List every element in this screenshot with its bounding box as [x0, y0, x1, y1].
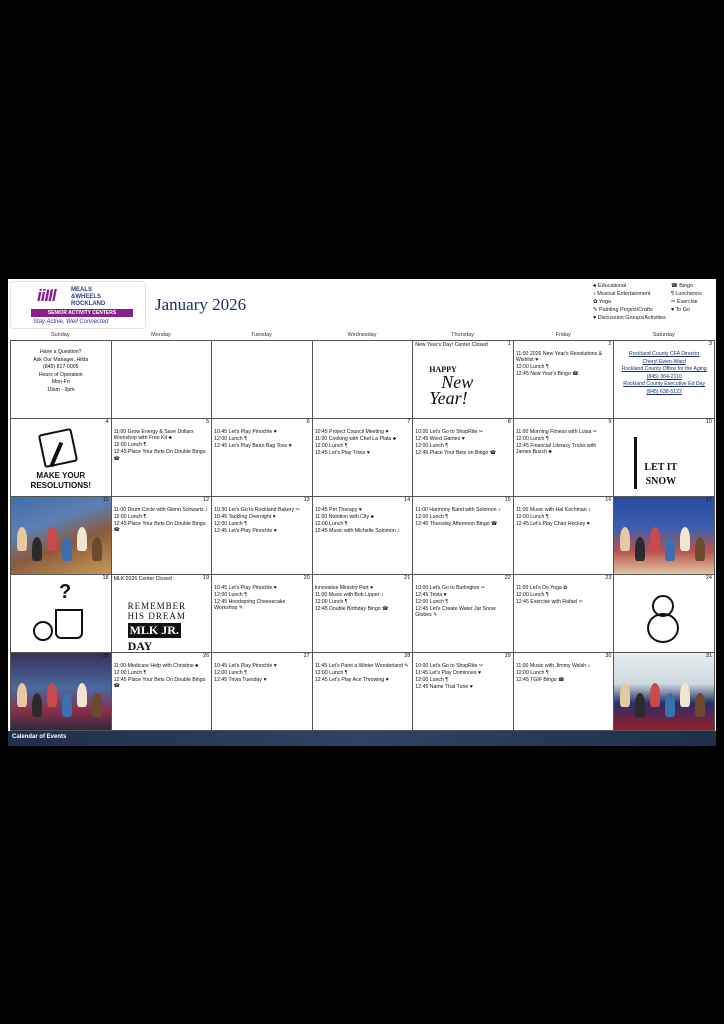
day-cell[interactable] [313, 419, 414, 497]
event-item[interactable]: 12:00 Lunch ¶ [113, 669, 147, 676]
day-cell[interactable] [112, 419, 213, 497]
art-text: DAY [127, 639, 153, 653]
info-line: (845) 817-0005 [43, 364, 79, 371]
day-number: 12 [203, 497, 210, 503]
legend-item: ♥ To Go [671, 307, 690, 313]
info-line: 10am - 3pm [46, 386, 75, 393]
day-number: 22 [504, 575, 511, 581]
day-cell[interactable] [614, 497, 715, 575]
photo-person [665, 537, 675, 561]
photo-person [680, 683, 690, 707]
event-item[interactable]: 12:45 Place Your Bets On Double Bingo ☎ [113, 520, 206, 534]
event-list [516, 351, 611, 378]
day-number: 17 [705, 497, 712, 503]
art-text: REMEMBER [127, 601, 187, 611]
day-of-week-label: Tuesday [250, 332, 272, 338]
day-of-week-label: Saturday [652, 332, 675, 338]
photo-person [77, 527, 87, 551]
pen-icon [49, 442, 63, 467]
day-cell[interactable] [413, 575, 514, 653]
event-item[interactable]: 12:00 Lunch ¶ [515, 591, 549, 598]
calendar-grid [10, 340, 715, 731]
event-item[interactable]: 12:45 Place Your Bets On Double Bingo ☎ [113, 676, 206, 690]
event-item[interactable]: 12:45 Trivia Tuesday ♥ [214, 676, 267, 683]
day-of-week-label: Thursday [451, 332, 475, 338]
event-item[interactable]: 12:45 New Year's Bingo ☎ [515, 371, 579, 378]
day-cell[interactable] [11, 341, 112, 419]
footer-label: Calendar of Events [12, 734, 67, 740]
photo-person [620, 527, 630, 551]
event-item[interactable]: 10:45 Pet Therapy ♥ [314, 507, 362, 513]
photo-person [92, 693, 102, 717]
day-of-week-label: Friday [555, 332, 571, 338]
art-text: MLK JR. [129, 623, 179, 637]
event-item[interactable]: 11:00 Grow Energy & Save Dollars Workshop with Free Kit ♣ [113, 429, 194, 442]
days-of-week-row [10, 331, 714, 340]
day-cell[interactable] [112, 653, 213, 731]
question-mark-icon: ? [59, 581, 72, 603]
day-number: 13 [303, 497, 310, 503]
event-list [214, 429, 309, 450]
event-list [214, 663, 309, 684]
event-item[interactable]: 12:00 Lunch ¶ [113, 442, 147, 449]
day-cell[interactable] [112, 497, 213, 575]
event-item[interactable]: 12:45 TGIF Bingo ☎ [515, 676, 565, 683]
day-number: 18 [102, 575, 109, 581]
event-item[interactable]: 11:00 Music with Bob Lipper ♪ [314, 591, 384, 598]
photo-person [62, 537, 72, 561]
day-number: 27 [303, 653, 310, 659]
event-item[interactable]: 12:00 Lunch ¶ [515, 364, 549, 371]
legend-item: ✂ Exercise [671, 299, 698, 305]
event-list [315, 429, 410, 457]
day-number: 4 [105, 419, 109, 425]
event-item[interactable]: 12:00 Lunch ¶ [214, 591, 247, 598]
day-cell[interactable] [212, 341, 313, 419]
event-item[interactable]: 10:30 Let's Go to Rockland Bakery ✂ [214, 507, 300, 513]
event-item[interactable]: 11:00 Let's Do Yoga ✿ [515, 585, 568, 591]
day-cell[interactable] [212, 497, 313, 575]
day-of-week-label: Wednesday [347, 332, 377, 338]
photo-person [650, 683, 660, 707]
calendar-header [8, 279, 716, 331]
day-cell[interactable] [614, 419, 715, 497]
event-item[interactable]: 12:00 Lunch ¶ [415, 676, 449, 683]
official-line: Rockland County CFA Director [629, 351, 700, 357]
day-cell[interactable] [614, 341, 715, 419]
event-photo [11, 653, 111, 730]
event-item[interactable]: 12:45 Name That Tune ♥ [415, 683, 473, 690]
event-item[interactable]: 11:00 Medicare Help with Christine ♣ [113, 663, 199, 669]
day-cell[interactable] [514, 341, 615, 419]
day-cell[interactable] [313, 575, 414, 653]
event-item[interactable]: 12:45 Place Your Bets on Bingo ☎ [415, 449, 497, 456]
legend-item [671, 314, 713, 322]
event-list [214, 585, 309, 612]
event-item[interactable]: 12:00 Lunch ¶ [415, 442, 449, 449]
event-list [214, 507, 309, 535]
event-item[interactable]: 12:45 Let's Play Ace Throwing ♥ [314, 676, 389, 683]
day-number: 23 [605, 575, 612, 581]
art-text: New [441, 372, 474, 392]
event-item[interactable]: 12:00 Lunch ¶ [415, 598, 449, 605]
legend-row [593, 306, 713, 314]
art-text: HIS DREAM [127, 611, 186, 621]
art-text: HAPPY [429, 365, 457, 374]
photo-person [650, 527, 660, 551]
event-list [114, 663, 209, 690]
logo-band: SENIOR ACTIVITY CENTERS [31, 309, 133, 317]
day-number: 6 [306, 419, 310, 425]
event-item[interactable]: 12:45 Let's Create Water Jar Snow Globes ✎ [415, 605, 496, 619]
day-cell[interactable] [212, 575, 313, 653]
officials-info [616, 351, 712, 397]
day-cell[interactable] [514, 497, 615, 575]
day-cell[interactable] [413, 653, 514, 731]
day-number: 31 [705, 653, 712, 659]
logo-tagline: Stay Active, Well Connected [33, 319, 109, 325]
event-item[interactable]: 12:00 Lunch ¶ [314, 520, 348, 527]
official-line: (845) 364-2110 [646, 373, 682, 380]
event-item[interactable]: 12:00 Lunch ¶ [214, 435, 247, 442]
event-photo [11, 497, 111, 574]
happy-new-year-art [429, 365, 499, 406]
photo-person [47, 527, 57, 551]
event-item[interactable]: 10:45 Let's Play Pinochle ♥ [214, 429, 277, 435]
event-item[interactable]: 11:00 2026 New Year's Resolutions & Wishlist ♥ [515, 351, 603, 364]
art-text: MAKE YOUR [36, 471, 86, 480]
event-item[interactable]: 12:45 Financial Literacy Tricks with James Busch ♣ [515, 442, 597, 456]
lamppost-icon [634, 437, 637, 489]
day-number: 19 [203, 575, 210, 581]
event-item[interactable]: 10:00 Let's Go to ShopRite ✂ [415, 663, 484, 669]
event-item[interactable]: 10:00 Let's Go to ShopRite ✂ [415, 429, 484, 435]
day-number: 20 [303, 575, 310, 581]
event-list [114, 507, 209, 534]
event-item[interactable]: 10:45 Let's Play Pinochle ♥ [214, 585, 277, 591]
event-item[interactable]: 12:00 Lunch ¶ [314, 669, 348, 676]
event-photo [614, 653, 714, 730]
photo-person [680, 527, 690, 551]
day-number: 5 [206, 419, 210, 425]
event-item[interactable]: 12:45 Trivia ♥ [415, 591, 447, 598]
event-list [516, 507, 611, 528]
event-item[interactable]: 11:00 Nutrition with City ♣ [314, 513, 374, 520]
day-number: 25 [102, 653, 109, 659]
legend-item: ♪ Musical Entertainment [593, 291, 651, 297]
day-of-week-label: Sunday [50, 332, 70, 338]
logo-brand: MEALS &WHEELS ROCKLAND [71, 287, 106, 307]
event-item[interactable]: 11:00 Harmony Band with Solomon ♪ [415, 507, 501, 513]
legend-item: ✿ Yoga [593, 299, 612, 305]
day-number: 7 [407, 419, 411, 425]
cookie-icon [33, 621, 53, 641]
closure-note: MLK 2026 Center Closed [113, 576, 172, 582]
art-text: Year! [429, 388, 468, 408]
art-text: LET IT [644, 462, 678, 473]
photo-person [62, 693, 72, 717]
day-cell[interactable] [614, 575, 715, 653]
event-list [415, 507, 510, 528]
day-number: 3 [708, 341, 712, 347]
photo-person [695, 693, 705, 717]
event-item[interactable]: 12:00 Lunch ¶ [314, 442, 348, 449]
day-number: 11 [102, 497, 109, 503]
event-item[interactable]: 12:00 Lunch ¶ [415, 513, 449, 520]
event-list [516, 663, 611, 684]
official-line: (845) 638-5122 [646, 388, 682, 395]
event-item[interactable]: 12:00 Lunch ¶ [214, 669, 247, 676]
event-item[interactable]: 12:45 Thursday Afternoon Bingo ☎ [415, 520, 498, 527]
legend-row [593, 298, 713, 306]
event-item[interactable]: 10:00 Let's Go to Burlington ✂ [415, 585, 486, 591]
notepad-icon [38, 428, 78, 468]
event-list [516, 429, 611, 456]
day-number: 1 [507, 341, 511, 347]
event-list [315, 507, 410, 535]
day-cell[interactable] [112, 341, 213, 419]
photo-person [635, 693, 645, 717]
photo-person [665, 693, 675, 717]
event-item[interactable]: 12:45 Let's Play Bean Bag Toss ♥ [214, 442, 292, 449]
day-number: 2 [608, 341, 612, 347]
closure-note: New Year's Day! Center Closed [415, 342, 488, 348]
official-line: Cheryl Ewen-Ward [642, 358, 686, 365]
resolutions-art [11, 471, 111, 491]
event-item[interactable]: 11:00 Music with Jimmy Walsh ♪ [515, 663, 591, 669]
official-line: Rockland County Office for the Aging [621, 366, 707, 373]
event-list [415, 585, 510, 619]
art-text: RESOLUTIONS! [30, 481, 91, 490]
day-number: 28 [404, 653, 411, 659]
day-number: 30 [605, 653, 612, 659]
legend-item: ☎ Bingo [671, 283, 693, 289]
event-item[interactable]: 11:00 Drum Circle with Glenn Schwartz ♪ [113, 507, 208, 513]
photo-person [32, 693, 42, 717]
event-photo [614, 497, 714, 574]
info-line: Have a Question? [40, 349, 82, 355]
calendar-sheet [8, 279, 716, 746]
event-item[interactable]: 12:00 Lunch ¶ [214, 520, 247, 527]
event-item[interactable]: 12:45 Music with Michelle Solomon ♪ [314, 527, 400, 534]
event-item[interactable]: 11:00 Morning Fitness with Luisa ✂ [515, 429, 598, 435]
event-item[interactable]: 11:00 Cooking with Chef La Plata ♣ [314, 435, 397, 442]
day-cell[interactable] [514, 653, 615, 731]
photo-person [17, 527, 27, 551]
event-list [415, 663, 510, 691]
day-cell[interactable] [413, 497, 514, 575]
event-item[interactable]: 12:45 Let's Play Chair Hockey ♥ [515, 520, 590, 527]
photo-person [695, 537, 705, 561]
event-list [516, 585, 611, 606]
day-cell[interactable] [514, 419, 615, 497]
photo-person [92, 537, 102, 561]
month-title: January 2026 [155, 295, 247, 314]
event-item[interactable]: 12:45 Let's Play Trivia ♥ [314, 449, 370, 456]
day-number: 21 [404, 575, 411, 581]
event-list [114, 429, 209, 463]
event-item[interactable]: 12:45 Exercise with Rafael ✂ [515, 598, 584, 605]
day-number: 24 [705, 575, 712, 581]
event-item[interactable]: 12:00 Lunch ¶ [314, 598, 348, 605]
info-line: Mon-Fri [51, 379, 70, 386]
photo-person [620, 683, 630, 707]
event-item[interactable]: 12:00 Lunch ¶ [515, 513, 549, 520]
day-number: 14 [404, 497, 411, 503]
event-list [315, 663, 410, 684]
day-number: 15 [504, 497, 511, 503]
cocoa-mug-icon [55, 609, 83, 639]
symbol-legend [593, 282, 713, 322]
legend-item: ♣ Educational [593, 283, 627, 289]
photo-person [17, 683, 27, 707]
event-item[interactable]: 12:45 Let's Play Pinochle ♥ [214, 527, 277, 534]
info-line: Hours of Operation [38, 371, 83, 378]
day-cell[interactable] [313, 653, 414, 731]
logo-mark: iiIIl [37, 286, 56, 305]
let-it-snow-art [644, 461, 677, 489]
day-cell[interactable] [614, 653, 715, 731]
day-of-week-label: Monday [151, 332, 171, 338]
event-list [315, 585, 410, 613]
event-item[interactable]: Innovative Ministry Part ♥ [314, 585, 374, 591]
event-item[interactable]: 12:45 Word Games ♥ [415, 435, 465, 442]
day-number: 10 [705, 419, 712, 425]
day-cell[interactable] [413, 419, 514, 497]
mlk-day-art [128, 601, 198, 653]
event-item[interactable]: 10:45 Tackling Overnight ♥ [214, 513, 276, 520]
day-cell[interactable] [11, 653, 112, 731]
day-cell[interactable] [11, 497, 112, 575]
legend-item: ✎ Painting Project/Crafts [593, 307, 653, 313]
event-item[interactable]: 11:00 Music with Hal Kochman ♪ [515, 507, 591, 513]
day-cell[interactable] [212, 419, 313, 497]
day-number: 16 [605, 497, 612, 503]
event-item[interactable]: 12:45 Hoodspring Cheesecake Workshop ✎ [214, 598, 286, 612]
event-item[interactable]: 12:45 Place Your Bets On Double Bingo ☎ [113, 449, 206, 462]
day-cell[interactable] [313, 497, 414, 575]
day-cell[interactable] [212, 653, 313, 731]
snowman-icon [647, 613, 679, 643]
legend-item: ¶ Luncheons [671, 291, 702, 297]
day-cell[interactable] [11, 575, 112, 653]
event-item[interactable]: 11:45 Let's Paint a Winter Wonderland ✎ [314, 663, 409, 669]
event-item[interactable]: 11:45 Let's Play Dominoes ♥ [415, 669, 481, 676]
event-item[interactable]: 10:45 Let's Play Pinochle ♥ [214, 663, 277, 669]
event-item[interactable]: 12:00 Lunch ¶ [113, 513, 147, 520]
footer-bar [8, 731, 716, 746]
day-number: 8 [507, 419, 511, 425]
info-line: Ask Our Manager, Hilda [33, 356, 89, 363]
day-cell[interactable] [112, 575, 213, 653]
day-number: 29 [504, 653, 511, 659]
legend-item: ♥ Discussion Groups/Activities [593, 315, 666, 321]
legend-row [593, 282, 713, 290]
event-item[interactable]: 12:00 Lunch ¶ [515, 669, 549, 676]
meals-on-wheels-logo [10, 281, 146, 329]
legend-row [593, 314, 713, 322]
photo-person [635, 537, 645, 561]
day-number: 9 [608, 419, 612, 425]
photo-person [77, 683, 87, 707]
art-text: SNOW [645, 476, 677, 487]
photo-person [32, 537, 42, 561]
event-item[interactable]: 10:45 Project Council Meeting ♥ [314, 429, 389, 435]
day-cell[interactable] [11, 419, 112, 497]
photo-person [47, 683, 57, 707]
day-cell[interactable] [413, 341, 514, 419]
day-number: 26 [203, 653, 210, 659]
day-cell[interactable] [313, 341, 414, 419]
event-item[interactable]: 12:00 Lunch ¶ [515, 435, 549, 442]
official-line: Rockland County Executive Ed Day [623, 381, 706, 388]
event-item[interactable]: 12:45 Double Birthday Bingo ☎ [314, 605, 389, 612]
day-cell[interactable] [514, 575, 615, 653]
legend-row [593, 290, 713, 298]
event-list [415, 429, 510, 457]
contact-info [13, 349, 109, 395]
